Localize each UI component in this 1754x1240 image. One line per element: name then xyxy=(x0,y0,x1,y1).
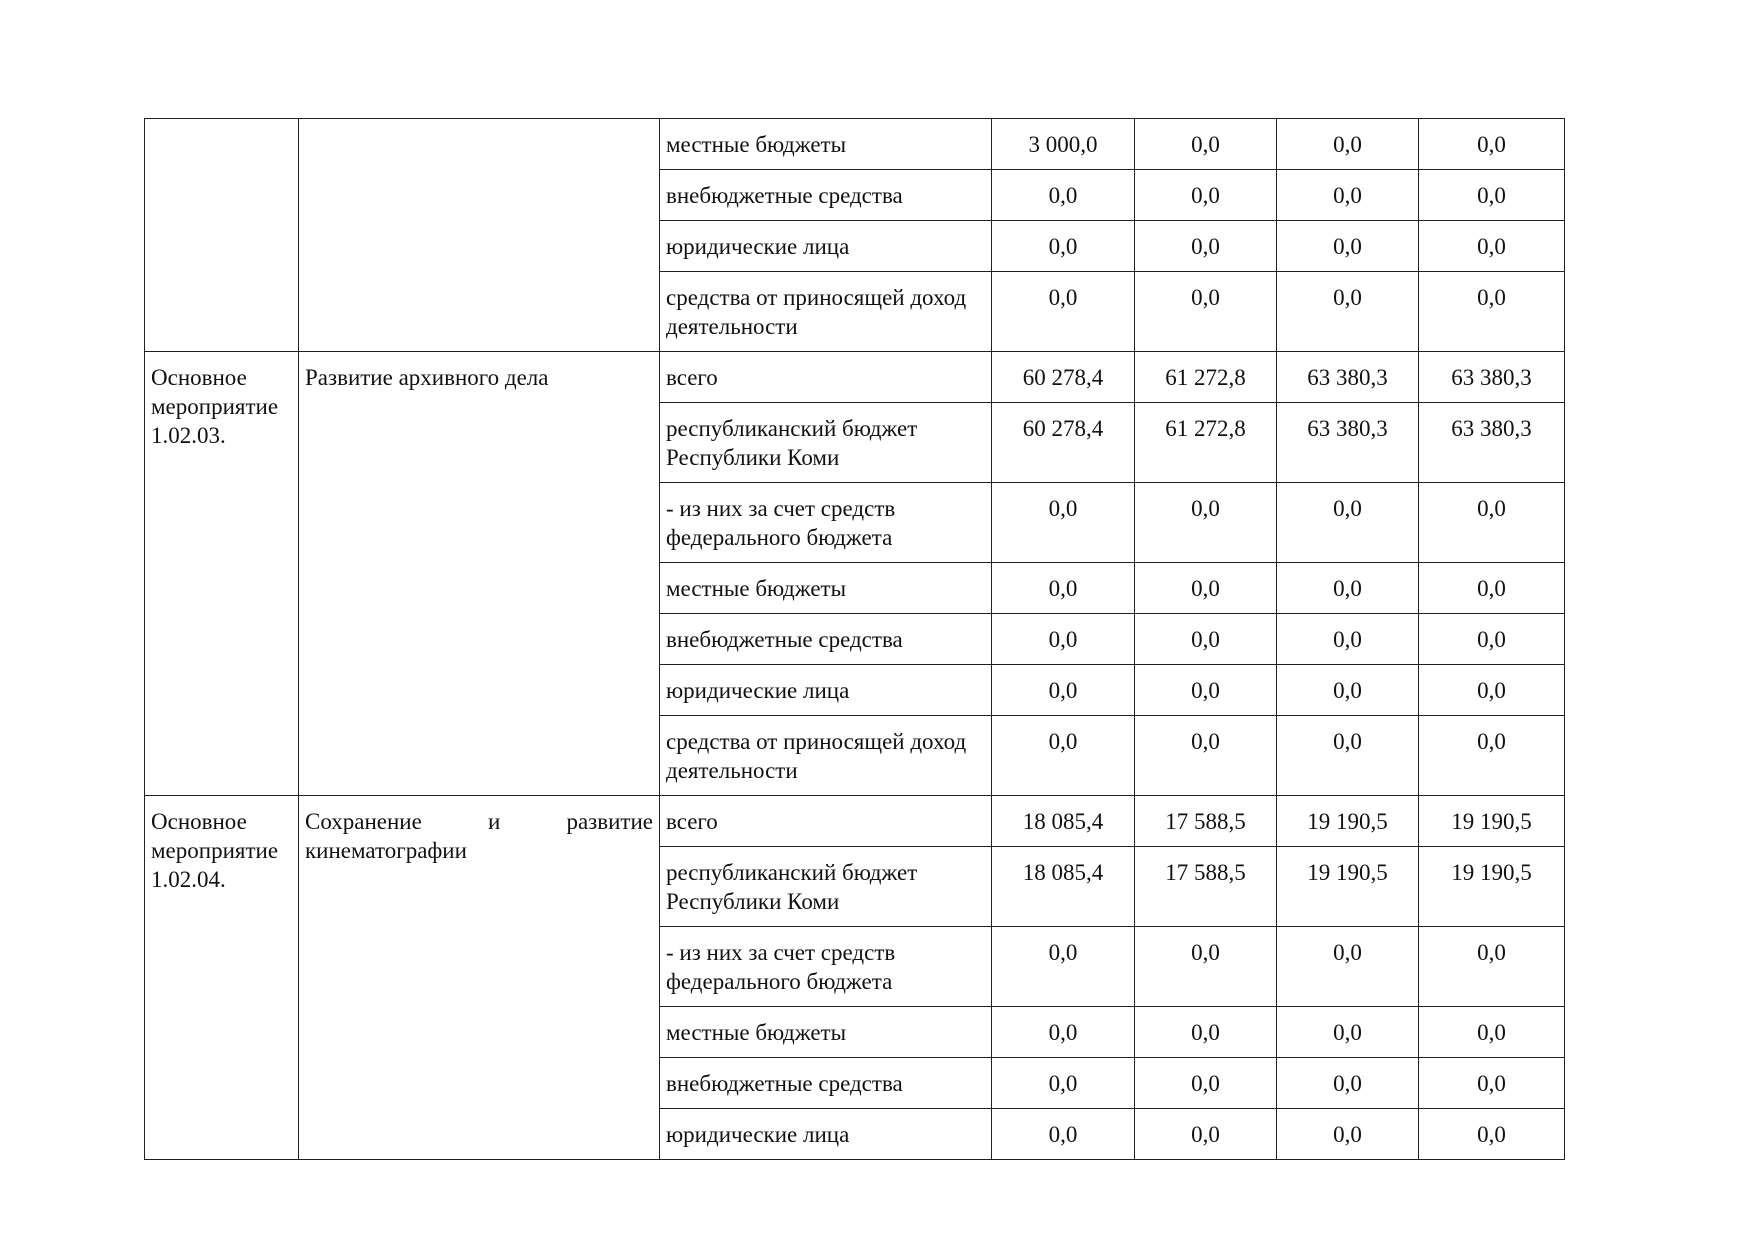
funding-source-cell: - из них за счет средств федерального бюджета xyxy=(660,483,992,563)
funding-source-cell: средства от приносящей доход деятельности xyxy=(660,716,992,796)
funding-source-cell: внебюджетные средства xyxy=(660,1058,992,1109)
table-row xyxy=(145,119,1565,170)
value-year-2: 61 272,8 xyxy=(1135,403,1277,483)
funding-source-cell: юридические лица xyxy=(660,1109,992,1160)
funding-table xyxy=(144,118,1565,1160)
value-year-2: 0,0 xyxy=(1135,563,1277,614)
table-row xyxy=(145,352,1565,403)
value-year-4: 0,0 xyxy=(1419,563,1565,614)
funding-source-cell: республиканский бюджет Республики Коми xyxy=(660,403,992,483)
value-year-4: 0,0 xyxy=(1419,614,1565,665)
value-year-1: 60 278,4 xyxy=(992,403,1135,483)
value-year-3: 0,0 xyxy=(1277,119,1419,170)
funding-source-cell: внебюджетные средства xyxy=(660,614,992,665)
funding-source-cell: - из них за счет средств федерального бюджета xyxy=(660,927,992,1007)
value-year-1: 18 085,4 xyxy=(992,796,1135,847)
value-year-3: 63 380,3 xyxy=(1277,352,1419,403)
value-year-1: 0,0 xyxy=(992,272,1135,352)
value-year-2: 0,0 xyxy=(1135,1109,1277,1160)
value-year-1: 0,0 xyxy=(992,927,1135,1007)
value-year-2: 0,0 xyxy=(1135,665,1277,716)
value-year-3: 0,0 xyxy=(1277,614,1419,665)
value-year-4: 0,0 xyxy=(1419,483,1565,563)
value-year-3: 0,0 xyxy=(1277,483,1419,563)
value-year-3: 19 190,5 xyxy=(1277,847,1419,927)
value-year-4: 0,0 xyxy=(1419,927,1565,1007)
value-year-1: 60 278,4 xyxy=(992,352,1135,403)
funding-source-cell: внебюджетные средства xyxy=(660,170,992,221)
value-year-3: 19 190,5 xyxy=(1277,796,1419,847)
value-year-4: 0,0 xyxy=(1419,221,1565,272)
value-year-3: 0,0 xyxy=(1277,170,1419,221)
funding-source-cell: юридические лица xyxy=(660,665,992,716)
value-year-3: 0,0 xyxy=(1277,221,1419,272)
value-year-4: 63 380,3 xyxy=(1419,352,1565,403)
value-year-1: 0,0 xyxy=(992,483,1135,563)
value-year-3: 0,0 xyxy=(1277,563,1419,614)
value-year-3: 0,0 xyxy=(1277,272,1419,352)
value-year-2: 0,0 xyxy=(1135,927,1277,1007)
funding-source-cell: юридические лица xyxy=(660,221,992,272)
value-year-3: 0,0 xyxy=(1277,1058,1419,1109)
value-year-4: 0,0 xyxy=(1419,665,1565,716)
value-year-2: 0,0 xyxy=(1135,1058,1277,1109)
value-year-1: 0,0 xyxy=(992,614,1135,665)
funding-source-cell: местные бюджеты xyxy=(660,1007,992,1058)
value-year-3: 0,0 xyxy=(1277,1007,1419,1058)
value-year-4: 0,0 xyxy=(1419,272,1565,352)
value-year-2: 0,0 xyxy=(1135,119,1277,170)
value-year-1: 0,0 xyxy=(992,665,1135,716)
value-year-1: 0,0 xyxy=(992,1109,1135,1160)
value-year-4: 63 380,3 xyxy=(1419,403,1565,483)
value-year-1: 0,0 xyxy=(992,1058,1135,1109)
table-row xyxy=(145,796,1565,847)
value-year-4: 0,0 xyxy=(1419,119,1565,170)
funding-source-cell: республиканский бюджет Республики Коми xyxy=(660,847,992,927)
value-year-2: 0,0 xyxy=(1135,1007,1277,1058)
value-year-1: 3 000,0 xyxy=(992,119,1135,170)
value-year-4: 0,0 xyxy=(1419,170,1565,221)
value-year-2: 0,0 xyxy=(1135,170,1277,221)
value-year-3: 0,0 xyxy=(1277,716,1419,796)
value-year-3: 0,0 xyxy=(1277,927,1419,1007)
value-year-1: 18 085,4 xyxy=(992,847,1135,927)
value-year-4: 0,0 xyxy=(1419,1058,1565,1109)
activity-name-cell: Развитие архивного дела xyxy=(299,352,660,796)
value-year-1: 0,0 xyxy=(992,1007,1135,1058)
value-year-2: 17 588,5 xyxy=(1135,847,1277,927)
value-year-2: 0,0 xyxy=(1135,716,1277,796)
value-year-4: 0,0 xyxy=(1419,1109,1565,1160)
funding-source-cell: всего xyxy=(660,352,992,403)
value-year-4: 0,0 xyxy=(1419,716,1565,796)
value-year-2: 0,0 xyxy=(1135,272,1277,352)
activity-name-cell: Сохранение и развитие кинематографии xyxy=(299,796,660,1160)
funding-source-cell: всего xyxy=(660,796,992,847)
value-year-1: 0,0 xyxy=(992,170,1135,221)
activity-code-cell xyxy=(145,119,299,352)
funding-source-cell: местные бюджеты xyxy=(660,563,992,614)
value-year-2: 61 272,8 xyxy=(1135,352,1277,403)
value-year-2: 0,0 xyxy=(1135,221,1277,272)
value-year-4: 0,0 xyxy=(1419,1007,1565,1058)
funding-source-cell: местные бюджеты xyxy=(660,119,992,170)
value-year-2: 0,0 xyxy=(1135,483,1277,563)
value-year-4: 19 190,5 xyxy=(1419,796,1565,847)
value-year-2: 0,0 xyxy=(1135,614,1277,665)
value-year-3: 0,0 xyxy=(1277,665,1419,716)
value-year-3: 63 380,3 xyxy=(1277,403,1419,483)
activity-code-cell: Основное мероприятие 1.02.04. xyxy=(145,796,299,1160)
value-year-2: 17 588,5 xyxy=(1135,796,1277,847)
value-year-1: 0,0 xyxy=(992,716,1135,796)
activity-code-cell: Основное мероприятие 1.02.03. xyxy=(145,352,299,796)
funding-source-cell: средства от приносящей доход деятельности xyxy=(660,272,992,352)
value-year-1: 0,0 xyxy=(992,221,1135,272)
value-year-3: 0,0 xyxy=(1277,1109,1419,1160)
value-year-1: 0,0 xyxy=(992,563,1135,614)
activity-name-cell xyxy=(299,119,660,352)
value-year-4: 19 190,5 xyxy=(1419,847,1565,927)
